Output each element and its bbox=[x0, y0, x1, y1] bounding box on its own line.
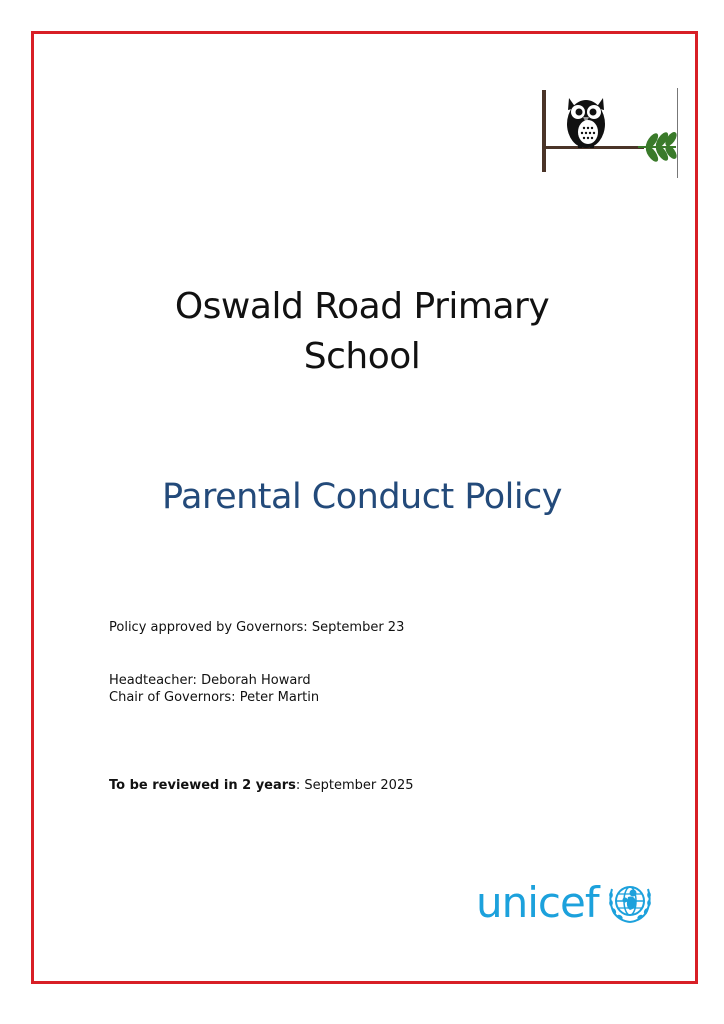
chair-line: Chair of Governors: Peter Martin bbox=[109, 690, 320, 705]
unicef-emblem-icon bbox=[606, 881, 654, 925]
owl-on-branch-icon bbox=[538, 86, 680, 180]
review-date: : September 2025 bbox=[295, 778, 414, 793]
school-name-line2: School bbox=[303, 336, 421, 377]
school-name-line1: Oswald Road Primary bbox=[174, 286, 550, 327]
unicef-wordmark: unicef bbox=[476, 878, 599, 927]
policy-title: Parental Conduct Policy bbox=[161, 477, 563, 517]
unicef-logo bbox=[476, 875, 661, 931]
review-label: To be reviewed in 2 years bbox=[109, 778, 296, 793]
approval-line: Policy approved by Governors: September 23 bbox=[109, 620, 405, 635]
school-name bbox=[0, 282, 724, 382]
headteacher-line: Headteacher: Deborah Howard bbox=[109, 673, 311, 688]
review-line bbox=[109, 777, 414, 794]
